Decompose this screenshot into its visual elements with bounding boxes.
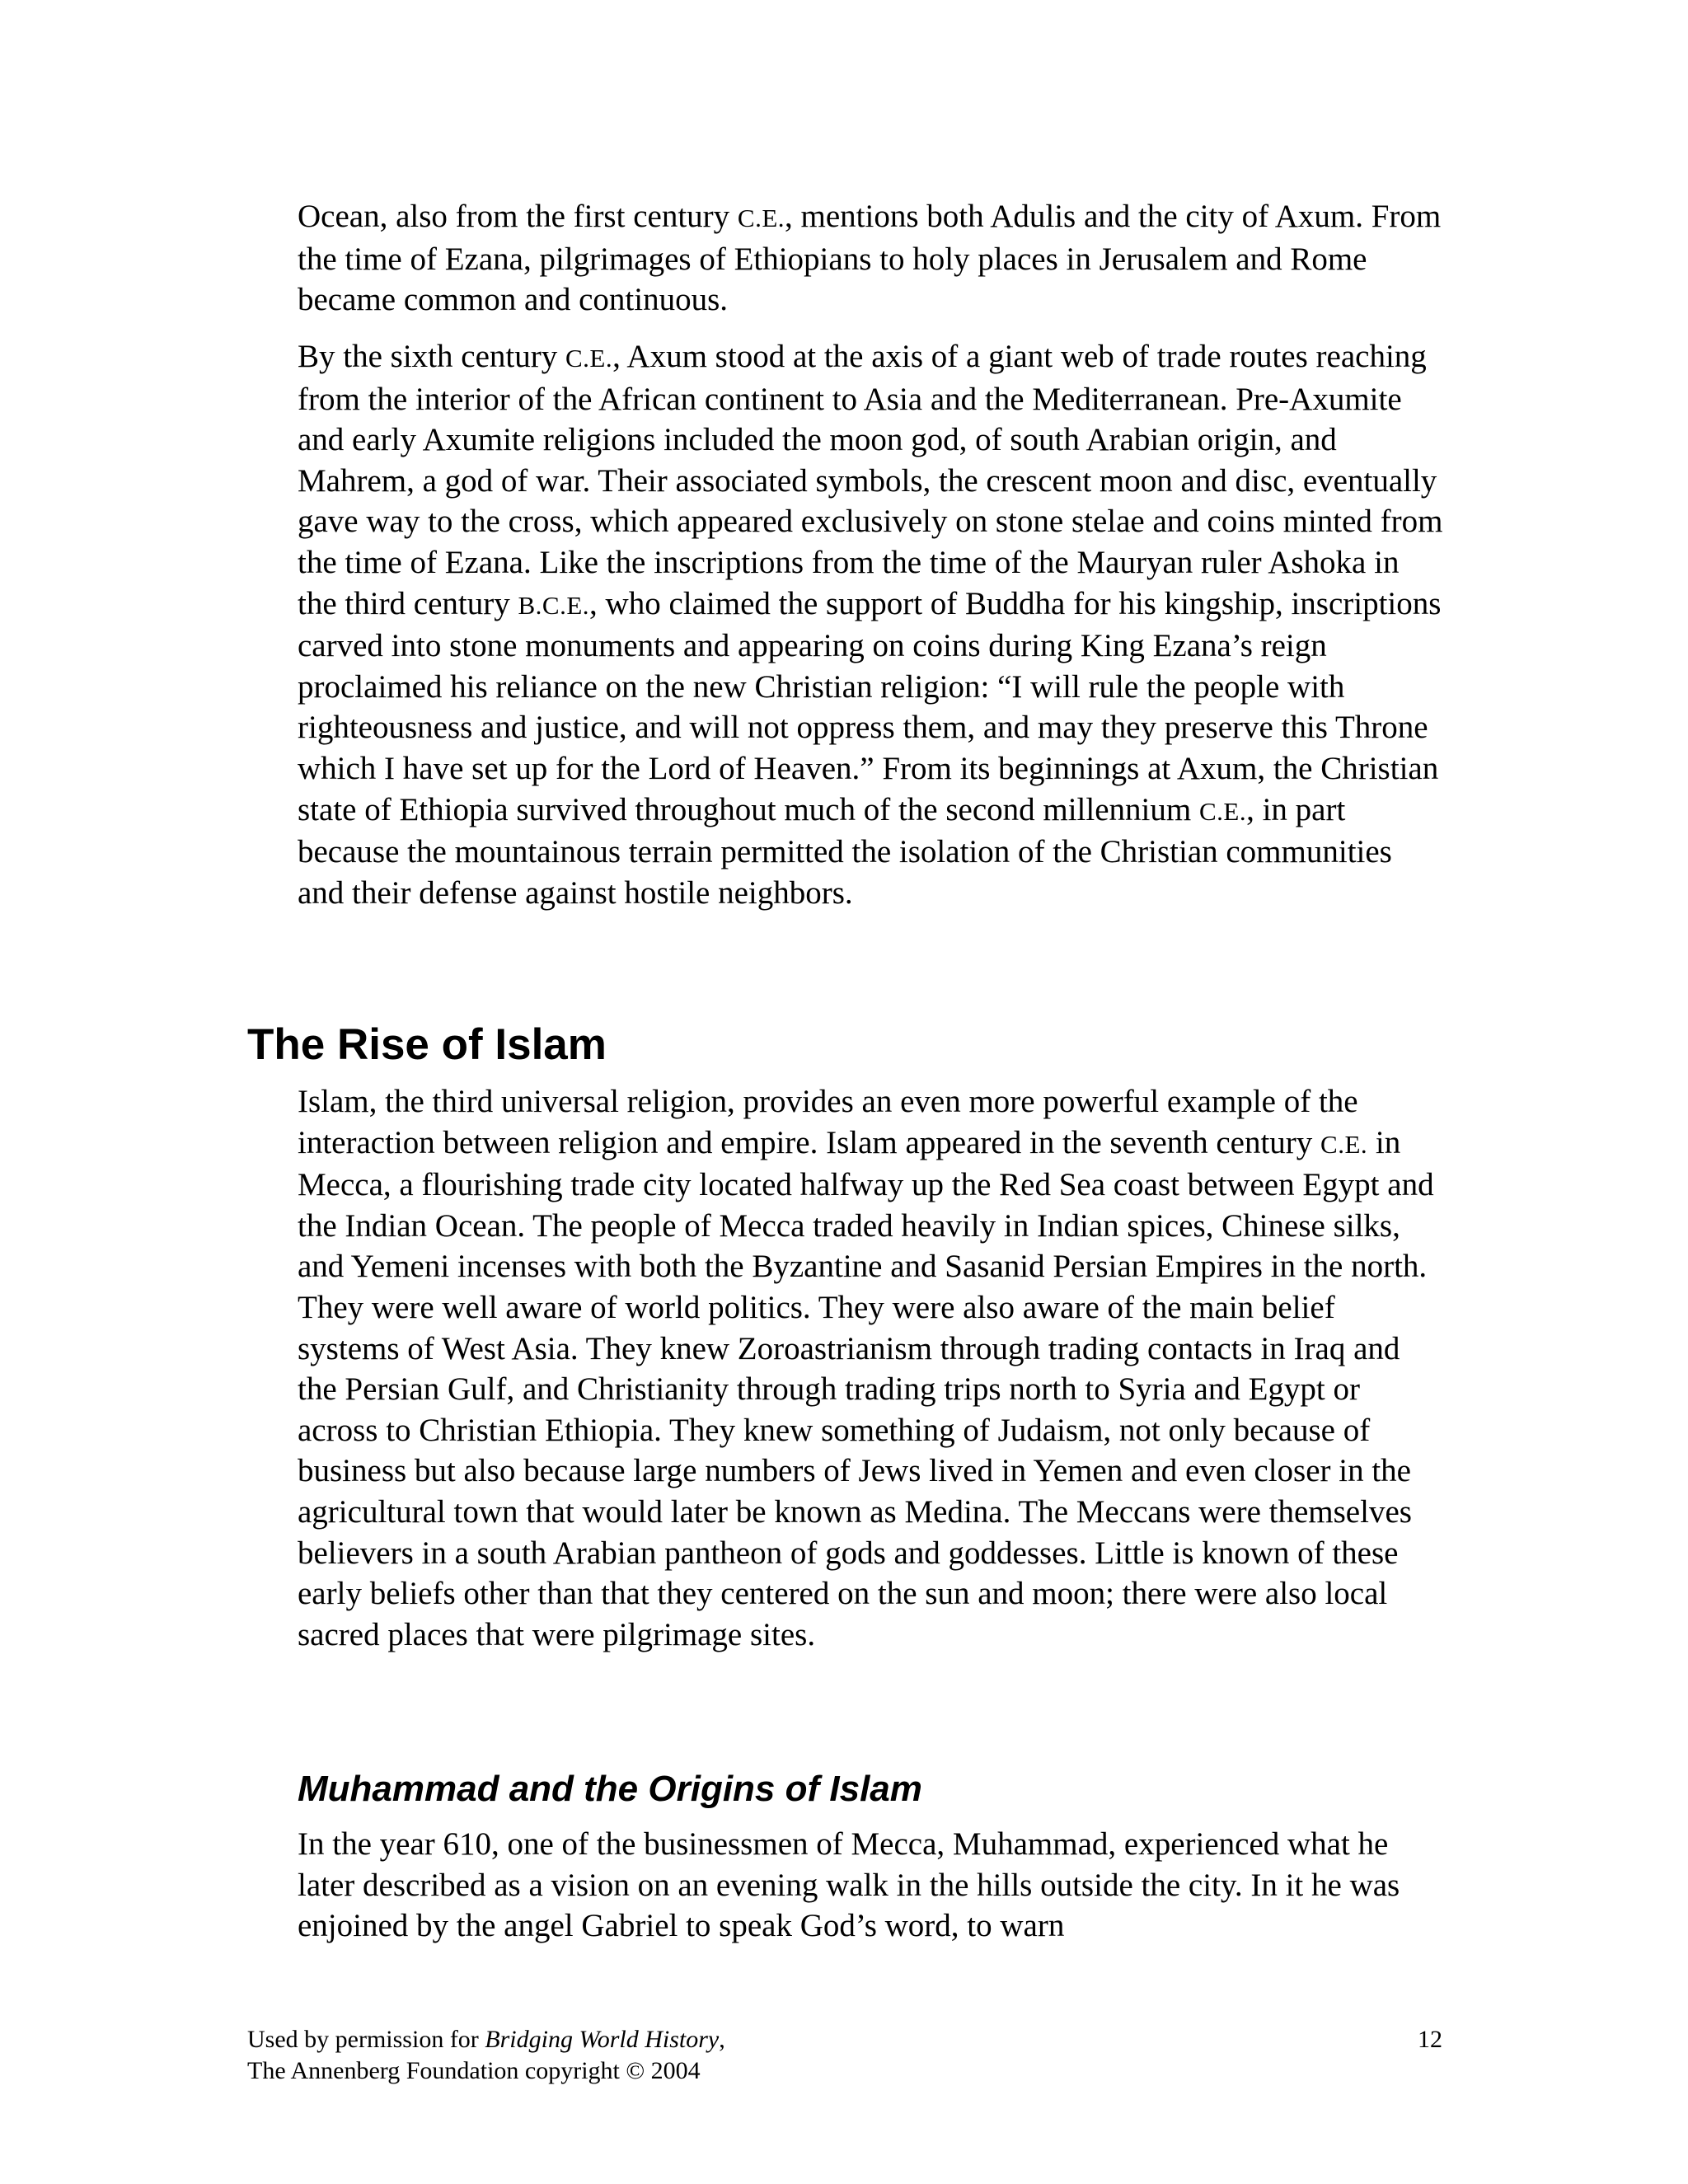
text-run: Ocean, also from the first century bbox=[298, 199, 738, 234]
footer-copyright-line: The Annenberg Foundation copyright © 2004 bbox=[247, 2057, 701, 2084]
text-run: , mentions both Adulis and the city of Axum. From the time of Ezana, pilgrimages of Ethiopians to holy places in Jerusalem and Rome became common and continuous. bbox=[298, 199, 1442, 318]
footer-credit bbox=[247, 2024, 725, 2087]
subsection-heading-muhammad-origins: Muhammad and the Origins of Islam bbox=[298, 1769, 922, 1809]
text-run: , in part because the mountainous terrain permitted the isolation of the Christian communities and their defense against hostile neighbors. bbox=[298, 791, 1392, 911]
era-abbreviation: B.C.E. bbox=[518, 590, 590, 620]
paragraph-text bbox=[298, 196, 1443, 321]
footer-text: Used by permission for bbox=[247, 2026, 485, 2053]
paragraph-text bbox=[298, 336, 1443, 913]
paragraph-axum-pilgrimages bbox=[298, 196, 1443, 321]
era-abbreviation: C.E. bbox=[1198, 796, 1247, 826]
text-run: in Mecca, a flourishing trade city located halfway up the Red Sea coast between Egypt and the Indian Ocean. The people of Mecca traded heavily in Indian spices, Chinese silks, and Yemeni incenses with both the Byzantine and Sasanid Persian Empires in the north. They were well aware of world politics. They were also aware of the main belief systems of West Asia. They knew Zoroastrianism through trading contacts in Iraq and the Persian Gulf, and Christianity through trading trips north to Syria and Egypt or across to Christian Ethiopia. They knew something of Judaism, not only because of business but also because large numbers of Jews lived in Yemen and even closer in the agricultural town that would later be known as Medina. The Meccans were themselves believers in a south Arabian pantheon of gods and goddesses. Little is known of these early beliefs other than that they centered on the sun and moon; there were also local sacred places that were pilgrimage sites. bbox=[298, 1124, 1434, 1652]
text-run: , who claimed the support of Buddha for his kingship, inscriptions carved into stone monuments and appearing on coins during King Ezana’s reign proclaimed his reliance on the new Christian religion: “I will rule the people with righteousness and justice, and will not oppress them, and may they preserve this Throne which I have set up for the Lord of Heaven.” From its beginnings at Axum, the Christian state of Ethiopia survived throughout much of the second millennium bbox=[298, 585, 1442, 827]
footer-permission-line bbox=[247, 2024, 725, 2055]
footer-book-title: Bridging World History bbox=[485, 2026, 720, 2053]
era-abbreviation: C.E. bbox=[737, 204, 785, 232]
paragraph-islam-mecca bbox=[298, 1081, 1443, 1655]
paragraph-text bbox=[298, 1824, 1443, 1947]
page-number: 12 bbox=[1418, 2026, 1442, 2053]
text-run: , Axum stood at the axis of a giant web of trade routes reaching from the interior of the African continent to Asia and the Mediterranean. Pre-Axumite and early Axumite religions included the moon god, of south Arabian origin, and Mahrem, a god of war. Their associated symbols, the crescent moon and disc, eventually gave way to the cross, which appeared exclusively on stone stelae and coins minted from the time of Ezana. Like the inscriptions from the time of the Mauryan ruler Ashoka in the third century bbox=[298, 339, 1443, 621]
paragraph-muhammad-vision bbox=[298, 1824, 1443, 1947]
paragraph-text bbox=[298, 1081, 1443, 1655]
text-run: By the sixth century bbox=[298, 339, 565, 374]
era-abbreviation: C.E. bbox=[1320, 1129, 1368, 1159]
text-run: In the year 610, one of the businessmen of Mecca, Muhammad, experienced what he later described as a vision on an evening walk in the hills outside the city. In it he was enjoined by the angel Gabriel to speak God’s word, to warn bbox=[298, 1826, 1400, 1944]
footer-text: , bbox=[719, 2026, 725, 2053]
era-abbreviation: C.E. bbox=[565, 344, 613, 373]
text-run: Islam, the third universal religion, provides an even more powerful example of the interaction between religion and empire. Islam appeared in the seventh century bbox=[298, 1084, 1358, 1160]
paragraph-axum-trade-religion bbox=[298, 336, 1443, 913]
section-heading-rise-of-islam: The Rise of Islam bbox=[247, 1020, 607, 1069]
